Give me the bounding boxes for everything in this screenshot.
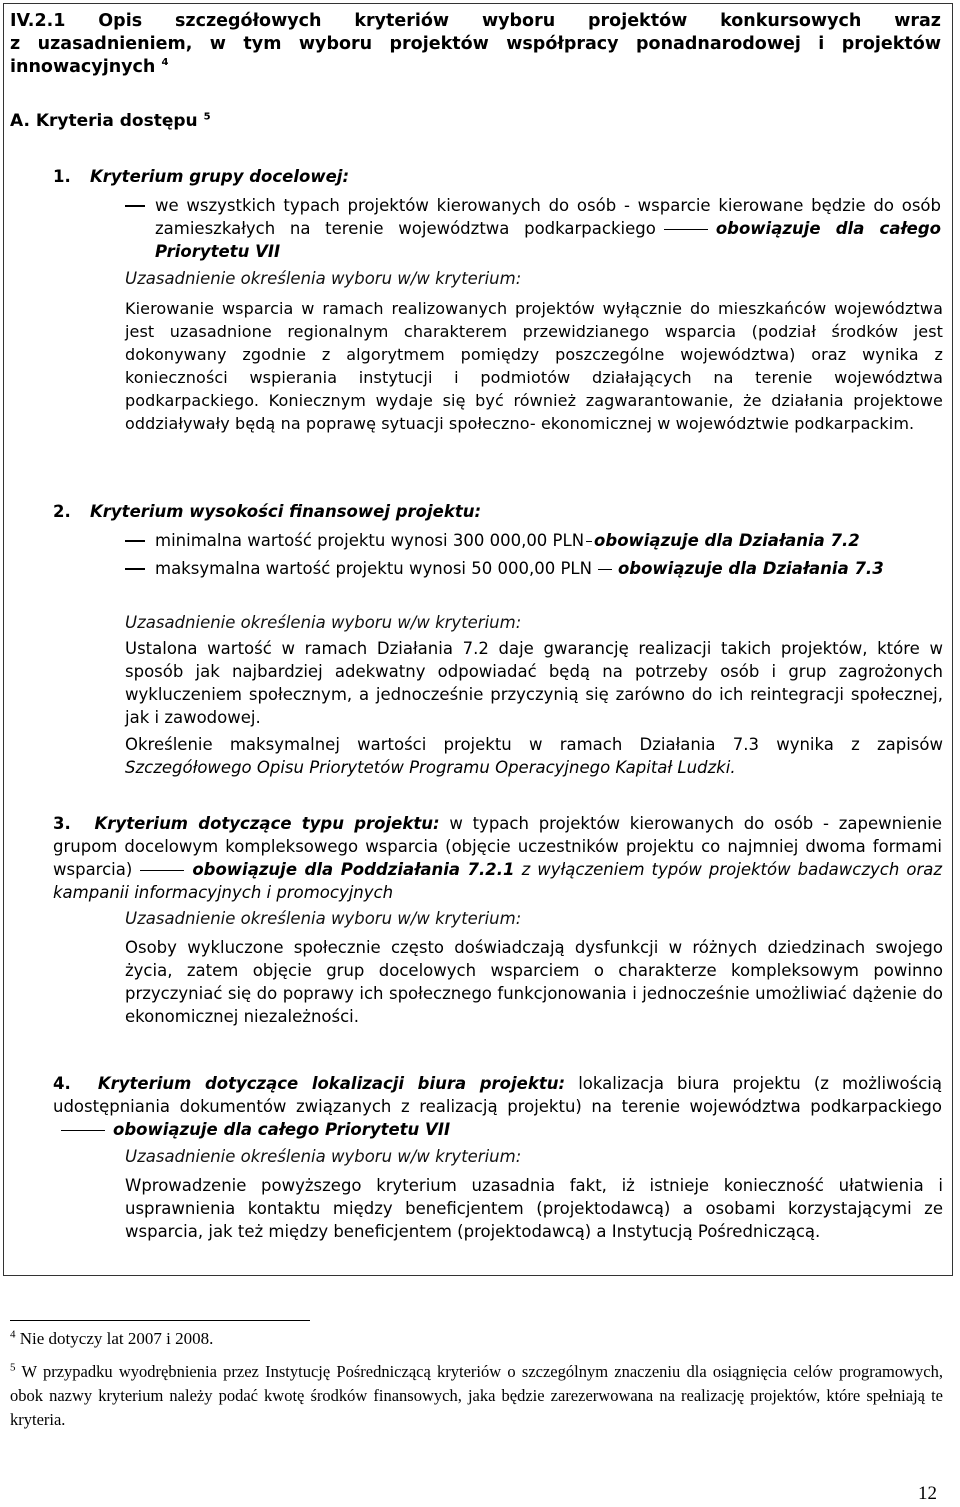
criterion-4-block — [53, 1072, 942, 1141]
em-dash — [664, 229, 708, 231]
criterion-3-justification-label: Uzasadnienie określenia wyboru w/w kryterium: — [125, 909, 522, 928]
criterion-1-bullet — [155, 194, 941, 263]
criterion-3-block — [53, 812, 942, 904]
dash-bullet — [125, 205, 145, 207]
footnote-ref-4: 4 — [161, 57, 169, 69]
criterion-2-bullet-1-emphasis: obowiązuje dla Działania 7.2 — [594, 531, 860, 550]
em-dash — [140, 870, 184, 872]
section-a-title — [10, 111, 211, 131]
criterion-3-title: Kryterium dotyczące typu projektu: — [94, 814, 440, 833]
heading-line-3: innowacyjnych — [10, 57, 156, 77]
section-a-label: A. Kryteria dostępu — [10, 111, 198, 131]
criterion-4-title: Kryterium dotyczące lokalizacji biura projektu: — [97, 1074, 566, 1093]
criterion-2-justification-p2 — [125, 733, 943, 779]
criterion-2-justification-label: Uzasadnienie określenia wyboru w/w kryterium: — [125, 613, 522, 632]
footnote-4-text: Nie dotyczy lat 2007 i 2008. — [19, 1329, 214, 1348]
criterion-2-justification-p1: Ustalona wartość w ramach Działania 7.2 daje gwarancję realizacji takich projektów, które w sposób jak najbardziej adekwatny odpowiadać będą na potrzeby osób i grup zagrożonych wykluczeniem społecznym, a jednocześnie przyczynią się zarówno do ich reintegracji społecznej, jak i zawodowej. — [125, 639, 943, 727]
page-number: 12 — [918, 1483, 937, 1504]
criterion-4-justification-label: Uzasadnienie określenia wyboru w/w kryterium: — [125, 1147, 522, 1166]
em-dash — [598, 569, 612, 571]
criterion-4-justification-text: Wprowadzenie powyższego kryterium uzasadnia fakt, iż istnieje konieczność ułatwienia i usprawnienia kontaktu między beneficjentem (projektodawcą) a osobami korzystającymi ze wsparcia, jak też między beneficjentem (projektodawcą) a Instytucją Pośredniczącą. — [125, 1176, 943, 1241]
criterion-1-title: Kryterium grupy docelowej: — [90, 167, 350, 186]
dash-bullet — [125, 540, 145, 542]
criterion-2-bullet-2-emphasis: obowiązuje dla Działania 7.3 — [617, 559, 884, 578]
criterion-1-justification-text: Kierowanie wsparcia w ramach realizowanych projektów wyłącznie do mieszkańców województwa jest uzasadnione regionalnym charakterem przewidzianego wsparcia (podział środków jest dokonywany zgodnie z algorytmem pomiędzy poszczególne województwa) oraz wynika z konieczności wspierania instytucji i podmiotów działających na terenie województwa podkarpackiego. Koniecznym wydaje się być również zagwarantowanie, że działania projektowe oddziaływały będą na poprawę sytuacji społeczno- ekonomicznej w województwie podkarpackim. — [125, 299, 943, 433]
criterion-1-heading — [53, 165, 349, 188]
heading-line-1: IV.2.1 Opis szczegółowych kryteriów wyboru projektów konkursowych wraz — [10, 11, 941, 31]
criterion-2-bullet-1-text: minimalna wartość projektu wynosi 300 000,00 PLN — [155, 531, 585, 550]
criterion-1-number: 1. — [53, 167, 71, 186]
criterion-1-justification-label: Uzasadnienie określenia wyboru w/w kryterium: — [125, 269, 522, 288]
criterion-4-emphasis: obowiązuje dla całego Priorytetu VII — [113, 1120, 451, 1139]
criterion-3-number: 3. — [53, 814, 71, 833]
criterion-3-text: w typach projektów kierowanych do osób - zapewnienie grupom docelowym kompleksowego wsparcia (objęcie uczestników projektu co najmniej dwoma formami wsparcia) — [53, 814, 943, 879]
criterion-2-bullet-1 — [155, 529, 945, 552]
footnote-ref-5: 5 — [203, 111, 211, 123]
footnote-5-text: W przypadku wyodrębnienia przez Instytucję Pośredniczącą kryteriów o szczególnym znaczeniu dla osiągnięcia celów programowych, obok nazwy kryterium należy podać kwotę środków finansowych, jaka będzie zarezerwowana na realizację projektów, które spełniają te kryteria. — [10, 1362, 943, 1429]
criterion-3-italic: z wyłączeniem typów projektów badawczych oraz kampanii informacyjnych i promocyjnych — [53, 860, 942, 902]
footnote-5 — [10, 1360, 943, 1432]
criterion-1-bullet-text: we wszystkich typach projektów kierowanych do osób - wsparcie kierowane będzie do osób zamieszkałych na terenie województwa podkarpackiego — [155, 196, 941, 238]
section-heading — [10, 10, 941, 79]
criterion-2-p2-text: Określenie maksymalnej wartości projektu w ramach Działania 7.3 wynika z zapisów — [125, 735, 943, 754]
criterion-3-justification-text: Osoby wykluczone społecznie często doświadczają dysfunkcji w różnych dziedzinach swojego życia, zatem objęcie grup docelowych wsparciem o charakterze kompleksowym powinno przyczyniać się do poprawy ich społecznego funkcjonowania i jednocześnie umożliwiać dążenie do ekonomicznej niezależności. — [125, 938, 943, 1026]
em-dash — [61, 1130, 105, 1132]
criterion-2-title: Kryterium wysokości finansowej projektu: — [90, 502, 482, 521]
criterion-4-text: lokalizacja biura projektu (z możliwością udostępniania dokumentów związanych z realizacją projektu) na terenie województwa podkarpackiego — [53, 1074, 943, 1116]
footnote-4 — [10, 1328, 213, 1350]
criterion-2-heading — [53, 500, 481, 523]
criterion-2-bullet-2-text: maksymalna wartość projektu wynosi 50 000,00 PLN — [155, 559, 592, 578]
dash-bullet — [125, 568, 145, 570]
criterion-1-bullet-emphasis: obowiązuje dla całego Priorytetu VII — [155, 219, 941, 261]
footnote-separator — [10, 1320, 310, 1321]
em-dash — [586, 541, 592, 543]
criterion-2-number: 2. — [53, 502, 71, 521]
footnote-4-number: 4 — [10, 1328, 16, 1341]
criterion-2-bullet-2 — [155, 557, 945, 580]
criterion-2-p2-italic: Szczegółowego Opisu Priorytetów Programu Operacyjnego Kapitał Ludzki. — [125, 758, 736, 777]
criterion-4-number: 4. — [53, 1074, 71, 1093]
criterion-3-emphasis: obowiązuje dla Poddziałania 7.2.1 — [192, 860, 515, 879]
heading-line-2: z uzasadnieniem, w tym wyboru projektów współpracy ponadnarodowej i projektów — [10, 34, 941, 54]
footnote-5-number: 5 — [10, 1361, 16, 1374]
